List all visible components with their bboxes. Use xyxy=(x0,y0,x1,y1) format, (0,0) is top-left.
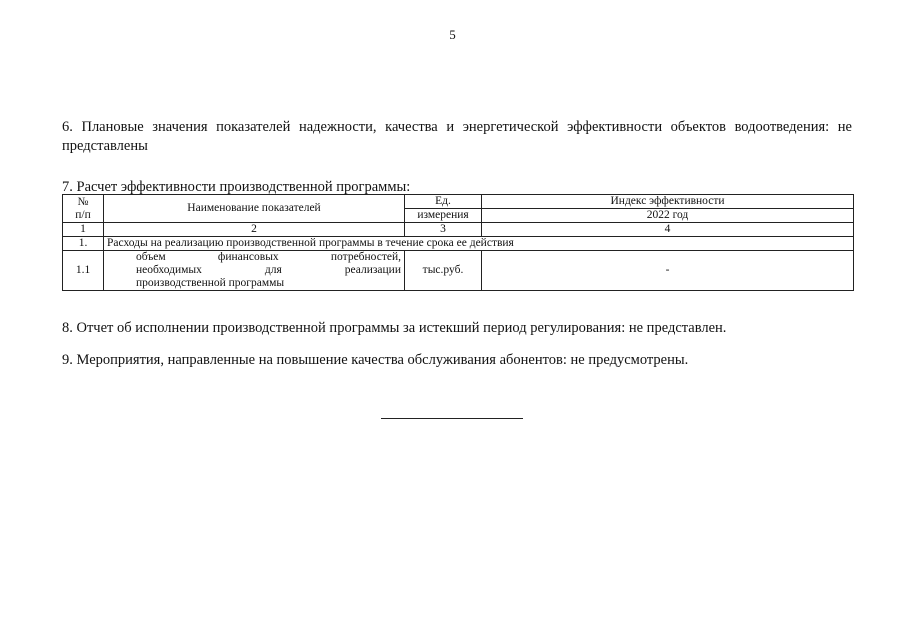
col-number-1: 1 xyxy=(63,223,104,237)
row-name-line1: объем финансовых потребностей, xyxy=(136,251,401,263)
header-year: 2022 год xyxy=(482,209,854,223)
row-name xyxy=(104,251,405,291)
row-num: 1.1 xyxy=(63,251,104,291)
section-6-text: 6. Плановые значения показателей надежности, качества и энергетической эффективности объектов водоотведения: не представлены xyxy=(62,119,852,154)
group-row-label: Расходы на реализацию производственной программы в течение срока ее действия xyxy=(104,237,854,251)
header-num xyxy=(63,195,104,223)
col-number-3: 3 xyxy=(405,223,482,237)
table-row xyxy=(63,251,854,291)
end-rule xyxy=(381,418,523,419)
group-row xyxy=(63,237,854,251)
col-number-2: 2 xyxy=(104,223,405,237)
col-number-4: 4 xyxy=(482,223,854,237)
row-name-line3: производственной программы xyxy=(136,277,285,289)
section-8-text: 8. Отчет об исполнении производственной программы за истекший период регулирования: не представлен. xyxy=(62,320,727,336)
header-num-line1: № xyxy=(77,195,89,208)
column-number-row xyxy=(63,223,854,237)
group-row-num: 1. xyxy=(63,237,104,251)
section-7-title: 7. Расчет эффективности производственной программы: xyxy=(62,179,411,195)
row-unit: тыс.руб. xyxy=(405,251,482,291)
row-name-line2: необходимых для реализации xyxy=(136,264,401,276)
page-number: 5 xyxy=(449,27,456,42)
row-value: - xyxy=(482,251,854,291)
efficiency-table xyxy=(62,194,854,291)
header-name: Наименование показателей xyxy=(104,195,405,223)
table-header-row xyxy=(63,195,854,209)
section-9-text: 9. Мероприятия, направленные на повышение качества обслуживания абонентов: не предусмотрены. xyxy=(62,352,689,368)
header-index: Индекс эффективности xyxy=(482,195,854,209)
header-unit-line1: Ед. xyxy=(405,195,482,209)
header-num-line2: п/п xyxy=(75,208,91,221)
header-unit-line2: измерения xyxy=(405,209,482,223)
